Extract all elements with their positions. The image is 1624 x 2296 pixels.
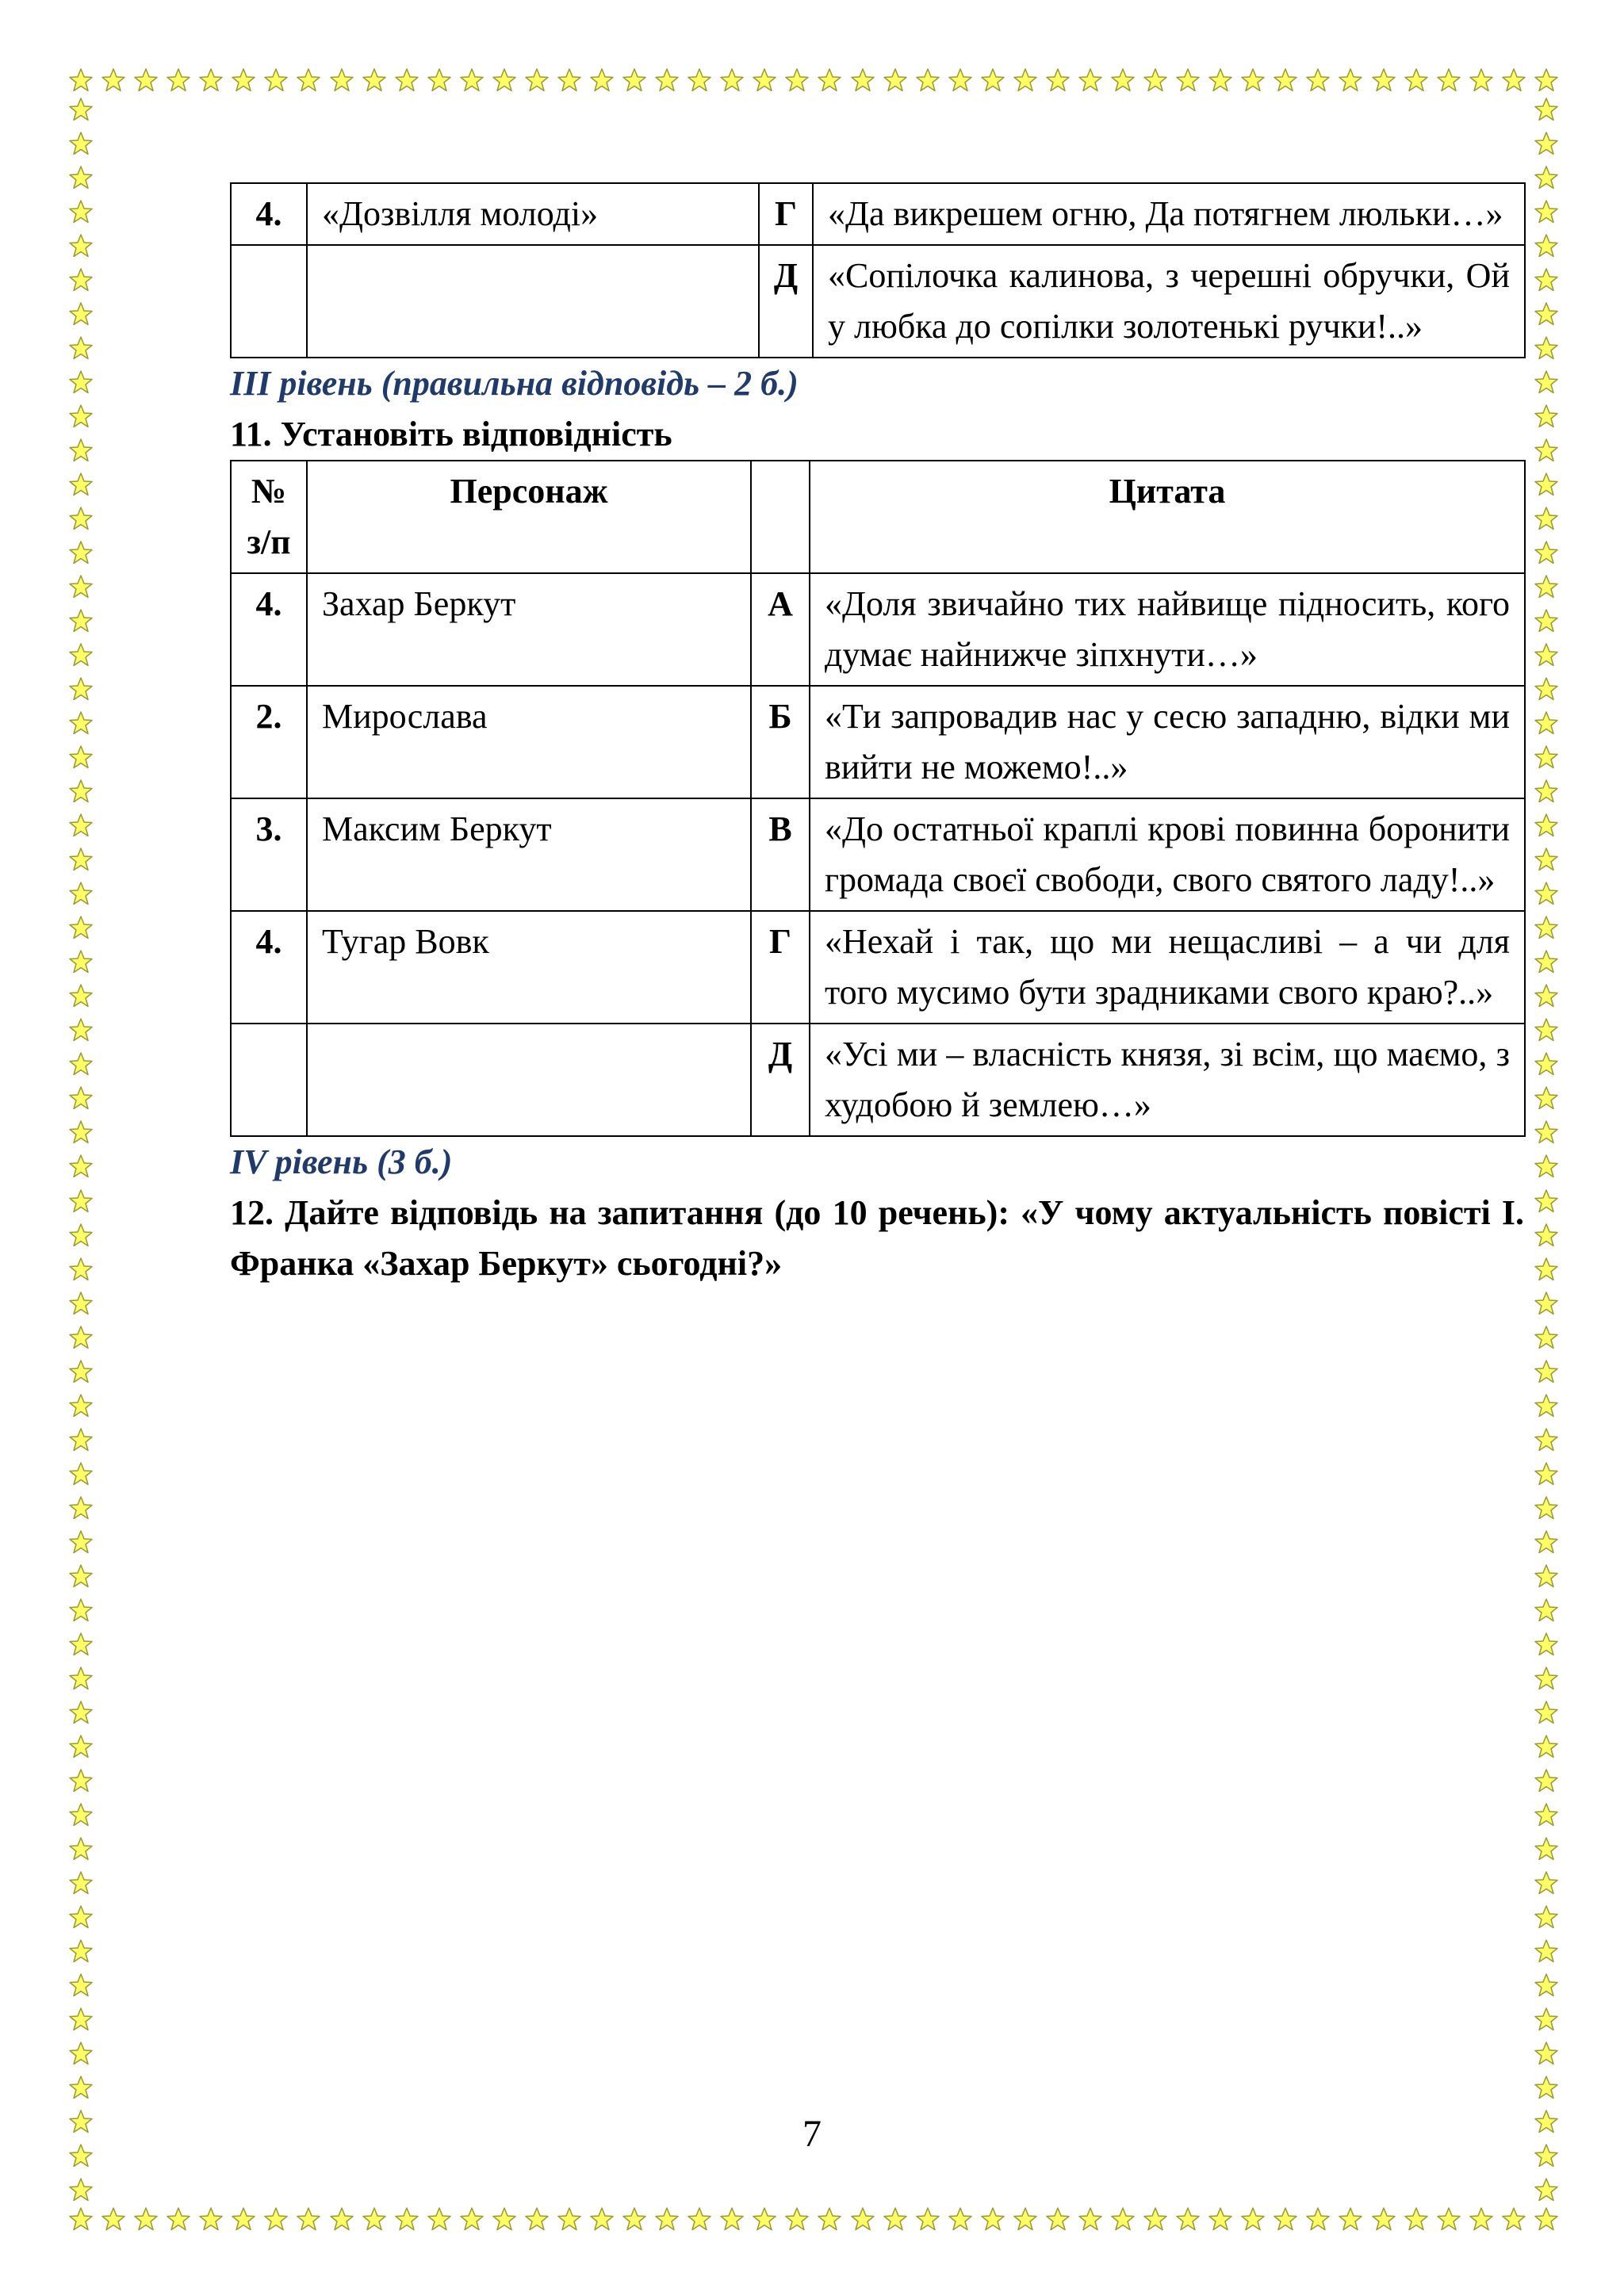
star-icon bbox=[68, 1802, 94, 1827]
star-icon bbox=[1534, 369, 1559, 395]
header-letter bbox=[751, 461, 810, 573]
star-icon bbox=[1534, 1154, 1559, 1179]
table-row bbox=[231, 911, 1525, 1024]
star-icon bbox=[68, 1495, 94, 1521]
row-number: 4. bbox=[231, 183, 307, 245]
star-icon bbox=[817, 67, 842, 93]
row-quote: «Сопілочка калинова, з черешні обручки, Ой у любка до сопілки золотенькі ручки!..» bbox=[813, 245, 1525, 358]
star-icon bbox=[1273, 67, 1298, 93]
star-icon bbox=[948, 67, 973, 93]
star-icon bbox=[68, 131, 94, 156]
star-icon bbox=[1534, 199, 1559, 224]
star-icon bbox=[427, 2206, 452, 2232]
table-row bbox=[231, 686, 1525, 798]
star-icon bbox=[1534, 165, 1559, 190]
star-icon bbox=[524, 67, 550, 93]
star-icon bbox=[68, 1632, 94, 1657]
star-icon bbox=[68, 915, 94, 940]
star-icon bbox=[1534, 813, 1559, 838]
star-icon bbox=[1534, 1768, 1559, 1793]
star-icon bbox=[68, 1188, 94, 1214]
star-icon bbox=[133, 2206, 159, 2232]
star-icon bbox=[68, 1154, 94, 1179]
star-icon bbox=[68, 1359, 94, 1384]
star-icon bbox=[1534, 1802, 1559, 1827]
row-number bbox=[231, 245, 307, 358]
star-icon bbox=[68, 1393, 94, 1418]
star-icon bbox=[1013, 67, 1038, 93]
star-icon bbox=[1175, 2206, 1201, 2232]
star-icon bbox=[101, 2206, 126, 2232]
star-icon bbox=[1534, 1188, 1559, 1214]
star-icon bbox=[589, 2206, 615, 2232]
star-icon bbox=[1534, 1973, 1559, 1998]
star-icon bbox=[68, 1461, 94, 1487]
star-icon bbox=[68, 608, 94, 633]
star-icon bbox=[101, 67, 126, 93]
star-icon bbox=[68, 574, 94, 599]
star-icon bbox=[231, 67, 256, 93]
star-icon bbox=[1404, 2206, 1429, 2232]
star-icon bbox=[198, 2206, 224, 2232]
star-icon bbox=[68, 1257, 94, 1282]
star-icon bbox=[1534, 881, 1559, 906]
star-icon bbox=[68, 1119, 94, 1145]
star-icon bbox=[1534, 1529, 1559, 1555]
row-quote: «Усі ми – власність князя, зі всім, що маємо, з худобою й землею…» bbox=[810, 1024, 1525, 1136]
row-letter: Д bbox=[759, 245, 813, 358]
star-icon bbox=[1534, 1700, 1559, 1725]
row-quote: «Ти запровадив нас у сесю западню, відки ми вийти не можемо!..» bbox=[810, 686, 1525, 798]
page-content bbox=[230, 182, 1524, 1289]
star-icon bbox=[883, 2206, 908, 2232]
star-icon bbox=[68, 506, 94, 531]
row-quote: «Да викрешем огню, Да потягнем люльки…» bbox=[813, 183, 1525, 245]
row-number: 4. bbox=[231, 573, 307, 686]
row-quote: «Доля звичайно тих найвище підносить, кого думає найнижче зіпхнути…» bbox=[810, 573, 1525, 686]
task-12-question: 12. Дайте відповідь на запитання (до 10 речень): «У чому актуальність повісті І. Франка «Захар Беркут» сьогодні?» bbox=[230, 1193, 1524, 1283]
star-icon bbox=[1534, 1325, 1559, 1350]
star-icon bbox=[1534, 1563, 1559, 1589]
star-icon bbox=[1143, 2206, 1168, 2232]
star-icon bbox=[1534, 131, 1559, 156]
star-border-left bbox=[68, 97, 94, 2202]
star-border-right bbox=[1534, 97, 1559, 2202]
star-icon bbox=[263, 2206, 289, 2232]
star-icon bbox=[1534, 1051, 1559, 1077]
star-icon bbox=[1534, 301, 1559, 327]
star-icon bbox=[1534, 1257, 1559, 1282]
star-icon bbox=[1534, 97, 1559, 122]
star-icon bbox=[68, 1529, 94, 1555]
star-icon bbox=[1534, 2041, 1559, 2066]
star-icon bbox=[654, 67, 680, 93]
star-icon bbox=[231, 2206, 256, 2232]
star-icon bbox=[1534, 1836, 1559, 1862]
star-icon bbox=[68, 1734, 94, 1759]
star-icon bbox=[1045, 67, 1071, 93]
star-icon bbox=[850, 67, 875, 93]
star-icon bbox=[589, 67, 615, 93]
star-icon bbox=[68, 2177, 94, 2202]
star-icon bbox=[1338, 2206, 1363, 2232]
star-icon bbox=[362, 67, 387, 93]
star-icon bbox=[1110, 2206, 1136, 2232]
star-icon bbox=[1534, 983, 1559, 1008]
star-icon bbox=[622, 2206, 647, 2232]
star-icon bbox=[1371, 67, 1396, 93]
table-row bbox=[231, 245, 1525, 358]
star-icon bbox=[166, 2206, 191, 2232]
row-name bbox=[307, 1024, 751, 1136]
star-icon bbox=[1013, 2206, 1038, 2232]
star-icon bbox=[1534, 2177, 1559, 2202]
page-number: 7 bbox=[802, 2113, 822, 2155]
star-icon bbox=[1469, 2206, 1494, 2232]
row-letter: Б bbox=[751, 686, 810, 798]
star-icon bbox=[1501, 2206, 1526, 2232]
star-icon bbox=[1534, 1495, 1559, 1521]
star-border-bottom bbox=[68, 2206, 1559, 2232]
row-letter: А bbox=[751, 573, 810, 686]
star-icon bbox=[427, 67, 452, 93]
star-icon bbox=[394, 2206, 419, 2232]
star-icon bbox=[1273, 2206, 1298, 2232]
star-icon bbox=[68, 847, 94, 872]
star-icon bbox=[1534, 1291, 1559, 1316]
star-icon bbox=[1240, 67, 1266, 93]
star-icon bbox=[68, 744, 94, 770]
star-icon bbox=[68, 1427, 94, 1452]
star-icon bbox=[1175, 67, 1201, 93]
star-icon bbox=[1534, 233, 1559, 258]
star-icon bbox=[68, 2075, 94, 2100]
star-icon bbox=[329, 2206, 354, 2232]
star-icon bbox=[1534, 574, 1559, 599]
star-icon bbox=[524, 2206, 550, 2232]
star-icon bbox=[1143, 67, 1168, 93]
star-icon bbox=[263, 67, 289, 93]
star-icon bbox=[133, 67, 159, 93]
row-name: Мирослава bbox=[307, 686, 751, 798]
star-icon bbox=[68, 676, 94, 702]
star-icon bbox=[1534, 1904, 1559, 1930]
star-icon bbox=[1534, 1632, 1559, 1657]
header-character: Персонаж bbox=[307, 461, 751, 573]
star-icon bbox=[1436, 2206, 1461, 2232]
star-icon bbox=[1078, 67, 1103, 93]
table-row bbox=[231, 1024, 1525, 1136]
star-icon bbox=[1534, 438, 1559, 463]
row-name: Захар Беркут bbox=[307, 573, 751, 686]
star-icon bbox=[915, 67, 940, 93]
row-number: 2. bbox=[231, 686, 307, 798]
level-3-heading: ІІІ рівень (правильна відповідь – 2 б.) bbox=[230, 364, 799, 403]
star-icon bbox=[1534, 267, 1559, 293]
table-row bbox=[231, 183, 1525, 245]
star-icon bbox=[719, 2206, 745, 2232]
star-icon bbox=[68, 165, 94, 190]
star-icon bbox=[1371, 2206, 1396, 2232]
star-icon bbox=[68, 1768, 94, 1793]
star-icon bbox=[1078, 2206, 1103, 2232]
star-icon bbox=[68, 540, 94, 565]
star-icon bbox=[1534, 1223, 1559, 1248]
star-icon bbox=[459, 67, 485, 93]
star-icon bbox=[68, 779, 94, 804]
table-header-row bbox=[231, 461, 1525, 573]
row-name: «Дозвілля молоді» bbox=[307, 183, 759, 245]
star-icon bbox=[68, 1938, 94, 1964]
star-icon bbox=[850, 2206, 875, 2232]
star-icon bbox=[459, 2206, 485, 2232]
star-icon bbox=[883, 67, 908, 93]
star-icon bbox=[1534, 67, 1559, 93]
star-icon bbox=[68, 472, 94, 497]
star-icon bbox=[68, 813, 94, 838]
star-border-top bbox=[68, 67, 1559, 93]
star-icon bbox=[1208, 67, 1233, 93]
star-icon bbox=[68, 642, 94, 668]
star-icon bbox=[1469, 67, 1494, 93]
star-icon bbox=[1436, 67, 1461, 93]
star-icon bbox=[1305, 67, 1331, 93]
star-icon bbox=[1534, 472, 1559, 497]
star-icon bbox=[68, 1904, 94, 1930]
star-icon bbox=[1534, 608, 1559, 633]
star-icon bbox=[1110, 67, 1136, 93]
star-icon bbox=[980, 2206, 1005, 2232]
star-icon bbox=[1045, 2206, 1071, 2232]
star-icon bbox=[362, 2206, 387, 2232]
star-icon bbox=[1534, 335, 1559, 361]
star-icon bbox=[557, 67, 582, 93]
star-icon bbox=[68, 983, 94, 1008]
star-icon bbox=[68, 335, 94, 361]
star-icon bbox=[68, 199, 94, 224]
star-icon bbox=[68, 233, 94, 258]
star-icon bbox=[1305, 2206, 1331, 2232]
star-icon bbox=[1534, 540, 1559, 565]
star-icon bbox=[1534, 1870, 1559, 1896]
star-icon bbox=[784, 2206, 810, 2232]
star-icon bbox=[1534, 1461, 1559, 1487]
star-icon bbox=[654, 2206, 680, 2232]
row-quote: «До остатньої краплі крові повинна боронити громада своєї свободи, свого святого ладу!..» bbox=[810, 798, 1525, 911]
star-icon bbox=[1534, 1938, 1559, 1964]
star-icon bbox=[1534, 2206, 1559, 2232]
matching-table-continued bbox=[230, 182, 1526, 358]
row-number: 4. bbox=[231, 911, 307, 1024]
star-icon bbox=[1534, 2075, 1559, 2100]
star-icon bbox=[68, 1325, 94, 1350]
star-icon bbox=[68, 369, 94, 395]
star-icon bbox=[752, 2206, 777, 2232]
star-icon bbox=[1534, 404, 1559, 429]
star-icon bbox=[68, 949, 94, 974]
star-icon bbox=[68, 1291, 94, 1316]
star-icon bbox=[719, 67, 745, 93]
star-icon bbox=[1534, 642, 1559, 668]
header-number-text: № з/п bbox=[247, 472, 291, 561]
row-quote: «Нехай і так, що ми нещасливі – а чи для того мусимо бути зрадниками свого краю?..» bbox=[810, 911, 1525, 1024]
star-icon bbox=[68, 1563, 94, 1589]
star-icon bbox=[68, 710, 94, 736]
star-icon bbox=[68, 2041, 94, 2066]
row-name: Тугар Вовк bbox=[307, 911, 751, 1024]
task-11-title: 11. Установіть відповідність bbox=[230, 415, 672, 453]
star-icon bbox=[687, 2206, 712, 2232]
star-icon bbox=[1534, 744, 1559, 770]
star-icon bbox=[492, 2206, 517, 2232]
star-icon bbox=[68, 1973, 94, 1998]
star-icon bbox=[1534, 779, 1559, 804]
star-icon bbox=[68, 1666, 94, 1691]
star-icon bbox=[68, 881, 94, 906]
star-icon bbox=[980, 67, 1005, 93]
star-icon bbox=[1534, 949, 1559, 974]
star-icon bbox=[68, 438, 94, 463]
star-icon bbox=[68, 1223, 94, 1248]
star-icon bbox=[1338, 67, 1363, 93]
star-icon bbox=[817, 2206, 842, 2232]
star-icon bbox=[1534, 676, 1559, 702]
matching-table-characters bbox=[230, 460, 1526, 1137]
star-icon bbox=[1404, 67, 1429, 93]
star-icon bbox=[296, 2206, 321, 2232]
star-icon bbox=[1534, 1734, 1559, 1759]
star-icon bbox=[68, 97, 94, 122]
star-icon bbox=[1501, 67, 1526, 93]
star-icon bbox=[329, 67, 354, 93]
star-icon bbox=[784, 67, 810, 93]
star-icon bbox=[68, 2007, 94, 2032]
star-icon bbox=[492, 67, 517, 93]
star-icon bbox=[68, 1051, 94, 1077]
star-icon bbox=[296, 67, 321, 93]
row-name: Максим Беркут bbox=[307, 798, 751, 911]
star-icon bbox=[1534, 1666, 1559, 1691]
star-icon bbox=[68, 1700, 94, 1725]
star-icon bbox=[68, 1598, 94, 1623]
star-icon bbox=[1534, 2007, 1559, 2032]
star-icon bbox=[1208, 2206, 1233, 2232]
row-letter: Г bbox=[751, 911, 810, 1024]
star-icon bbox=[68, 301, 94, 327]
star-icon bbox=[68, 1836, 94, 1862]
star-icon bbox=[1534, 1017, 1559, 1043]
star-icon bbox=[68, 1085, 94, 1111]
row-number bbox=[231, 1024, 307, 1136]
star-icon bbox=[68, 1870, 94, 1896]
star-icon bbox=[1534, 1085, 1559, 1111]
star-icon bbox=[68, 267, 94, 293]
star-icon bbox=[1534, 1427, 1559, 1452]
row-letter: В bbox=[751, 798, 810, 911]
row-name bbox=[307, 245, 759, 358]
star-icon bbox=[915, 2206, 940, 2232]
star-icon bbox=[1534, 847, 1559, 872]
star-icon bbox=[1534, 915, 1559, 940]
star-icon bbox=[68, 67, 94, 93]
star-icon bbox=[1534, 710, 1559, 736]
star-icon bbox=[1534, 1598, 1559, 1623]
header-quote: Цитата bbox=[810, 461, 1525, 573]
star-icon bbox=[1534, 1393, 1559, 1418]
star-icon bbox=[68, 404, 94, 429]
header-number bbox=[231, 461, 307, 573]
level-4-heading: IV рівень (3 б.) bbox=[230, 1142, 453, 1181]
star-icon bbox=[68, 1017, 94, 1043]
row-letter: Д bbox=[751, 1024, 810, 1136]
star-icon bbox=[394, 67, 419, 93]
star-icon bbox=[1534, 1119, 1559, 1145]
row-number: 3. bbox=[231, 798, 307, 911]
star-icon bbox=[1534, 1359, 1559, 1384]
row-letter: Г bbox=[759, 183, 813, 245]
star-icon bbox=[1534, 506, 1559, 531]
star-icon bbox=[948, 2206, 973, 2232]
star-icon bbox=[622, 67, 647, 93]
table-row bbox=[231, 798, 1525, 911]
star-icon bbox=[752, 67, 777, 93]
star-icon bbox=[557, 2206, 582, 2232]
star-icon bbox=[198, 67, 224, 93]
table-row bbox=[231, 573, 1525, 686]
star-icon bbox=[1240, 2206, 1266, 2232]
star-icon bbox=[68, 2206, 94, 2232]
star-icon bbox=[687, 67, 712, 93]
star-icon bbox=[166, 67, 191, 93]
